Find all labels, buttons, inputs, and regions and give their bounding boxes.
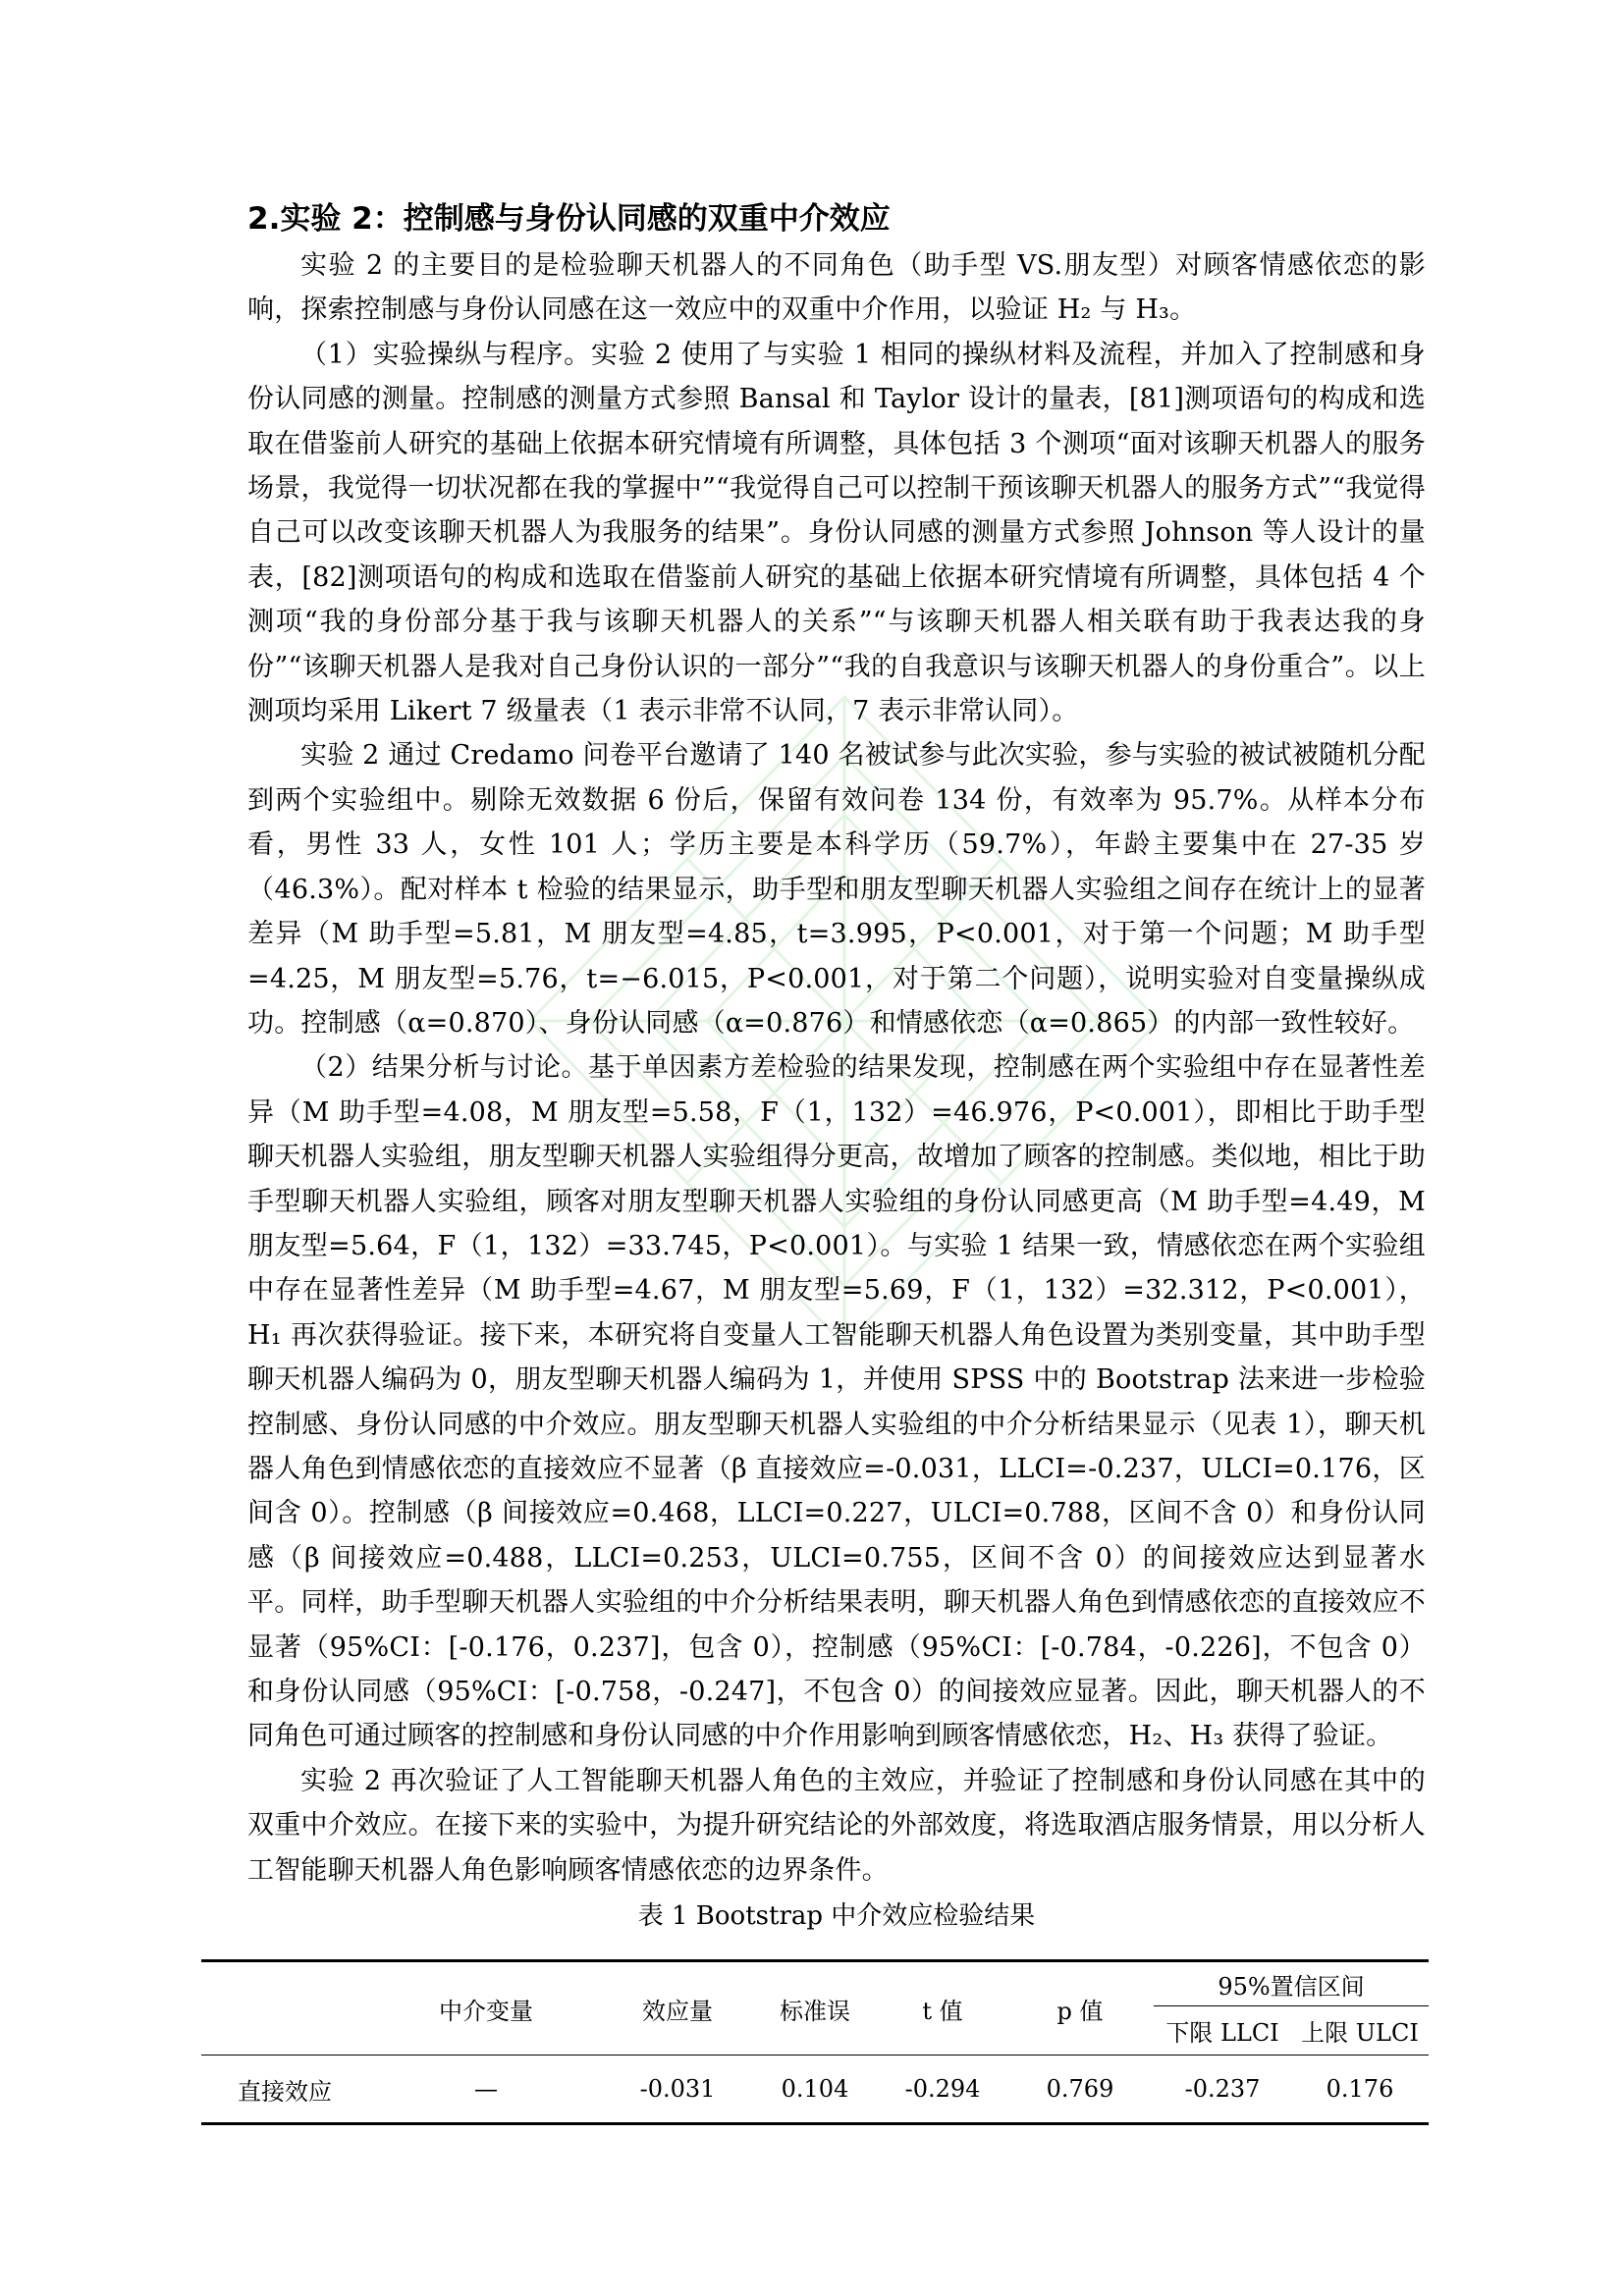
cell-p: 0.769	[1006, 2056, 1154, 2124]
paragraph-sample: 实验 2 通过 Credamo 问卷平台邀请了 140 名被试参与此次实验，参与实验的被试被随机分配到两个实验组中。剔除无效数据 6 份后，保留有效问卷 134 份，有效率为 95.7%。从样本分布看，男性 33 人，女性 101 人；学历主要是本科学历（59.7%），年龄主要集中在 27-35 岁（46.3%）。配对样本 t 检验的结果显示，助手型和朋友型聊天机器人实验组之间存在统计上的显著差异（M 助手型=5.81，M 朋友型=4.85，t=3.995，P<0.001，对于第一个问题；M 助手型=4.25，M 朋友型=5.76，t=−6.015，P<0.001，对于第二个问题），说明实验对自变量操纵成功。控制感（α=0.870）、身份认同感（α=0.876）和情感依恋（α=0.865）的内部一致性较好。	[247, 740, 1426, 1039]
cell-t: -0.294	[879, 2056, 1006, 2124]
cell-effect: -0.031	[604, 2056, 751, 2124]
cell-mediator: —	[368, 2056, 604, 2124]
table-row	[201, 2056, 1429, 2124]
header-p: p 值	[1006, 1961, 1154, 2056]
results-table	[201, 1959, 1429, 2125]
header-mediator: 中介变量	[368, 1961, 604, 2056]
document-page	[247, 196, 1426, 1942]
cell-llci: -0.237	[1154, 2056, 1291, 2124]
cell-ulci: 0.176	[1291, 2056, 1429, 2124]
header-ci-group: 95%置信区间	[1154, 1961, 1429, 2006]
header-effect: 效应量	[604, 1961, 751, 2056]
paragraph-procedure: （1）实验操纵与程序。实验 2 使用了与实验 1 相同的操纵材料及流程，并加入了控制感和身份认同感的测量。控制感的测量方式参照 Bansal 和 Taylor 设计的量表，[81]测项语句的构成和选取在借鉴前人研究的基础上依据本研究情境有所调整，具体包括 3 个测项“面对该聊天机器人的服务场景，我觉得一切状况都在我的掌握中”“我觉得自己可以控制干预该聊天机器人的服务方式”“我觉得自己可以改变该聊天机器人为我服务的结果”。身份认同感的测量方式参照 Johnson 等人设计的量表，[82]测项语句的构成和选取在借鉴前人研究的基础上依据本研究情境有所调整，具体包括 4 个测项“我的身份部分基于我与该聊天机器人的关系”“与该聊天机器人相关联有助于我表达我的身份”“该聊天机器人是我对自己身份认识的一部分”“我的自我意识与该聊天机器人的身份重合”。以上测项均采用 Likert 7 级量表（1 表示非常不认同，7 表示非常认同）。	[247, 339, 1426, 727]
header-t: t 值	[879, 1961, 1006, 2056]
header-llci: 下限 LLCI	[1154, 2006, 1291, 2056]
paragraph-results: （2）结果分析与讨论。基于单因素方差检验的结果发现，控制感在两个实验组中存在显著性差异（M 助手型=4.08，M 朋友型=5.58，F（1，132）=46.976，P<0.001），即相比于助手型聊天机器人实验组，朋友型聊天机器人实验组得分更高，故增加了顾客的控制感。类似地，相比于助手型聊天机器人实验组，顾客对朋友型聊天机器人实验组的身份认同感更高（M 助手型=4.49，M 朋友型=5.64，F（1，132）=33.745，P<0.001）。与实验 1 结果一致，情感依恋在两个实验组中存在显著性差异（M 助手型=4.67，M 朋友型=5.69，F（1，132）=32.312，P<0.001），H₁ 再次获得验证。接下来，本研究将自变量人工智能聊天机器人角色设置为类别变量，其中助手型聊天机器人编码为 0，朋友型聊天机器人编码为 1，并使用 SPSS 中的 Bootstrap 法来进一步检验控制感、身份认同感的中介效应。朋友型聊天机器人实验组的中介分析结果显示（见表 1），聊天机器人角色到情感依恋的直接效应不显著（β 直接效应=-0.031，LLCI=-0.237，ULCI=0.176，区间含 0）。控制感（β 间接效应=0.468，LLCI=0.227，ULCI=0.788，区间不含 0）和身份认同感（β 间接效应=0.488，LLCI=0.253，ULCI=0.755，区间不含 0）的间接效应达到显著水平。同样，助手型聊天机器人实验组的中介分析结果表明，聊天机器人角色到情感依恋的直接效应不显著（95%CI：[-0.176，0.237]，包含 0），控制感（95%CI：[-0.784，-0.226]，不包含 0）和身份认同感（95%CI：[-0.758，-0.247]，不包含 0）的间接效应显著。因此，聊天机器人的不同角色可通过顾客的控制感和身份认同感的中介作用影响到顾客情感依恋，H₂、H₃ 获得了验证。	[247, 1052, 1426, 1752]
cell-se: 0.104	[751, 2056, 879, 2124]
section-heading: 2.实验 2：控制感与身份认同感的双重中介效应	[247, 201, 891, 237]
paragraph-summary: 实验 2 再次验证了人工智能聊天机器人角色的主效应，并验证了控制感和身份认同感在其中的双重中介效应。在接下来的实验中，为提升研究结论的外部效度，将选取酒店服务情景，用以分析人工智能聊天机器人角色影响顾客情感依恋的边界条件。	[247, 1765, 1426, 1886]
paragraph-objective: 实验 2 的主要目的是检验聊天机器人的不同角色（助手型 VS.朋友型）对顾客情感依恋的影响，探索控制感与身份认同感在这一效应中的双重中介作用，以验证 H₂ 与 H₃。	[247, 250, 1426, 326]
table-caption: 表 1 Bootstrap 中介效应检验结果	[637, 1901, 1036, 1932]
table-header-row-1	[201, 1961, 1429, 2006]
header-se: 标准误	[751, 1961, 879, 2056]
header-ulci: 上限 ULCI	[1291, 2006, 1429, 2056]
row-label: 直接效应	[201, 2056, 368, 2124]
